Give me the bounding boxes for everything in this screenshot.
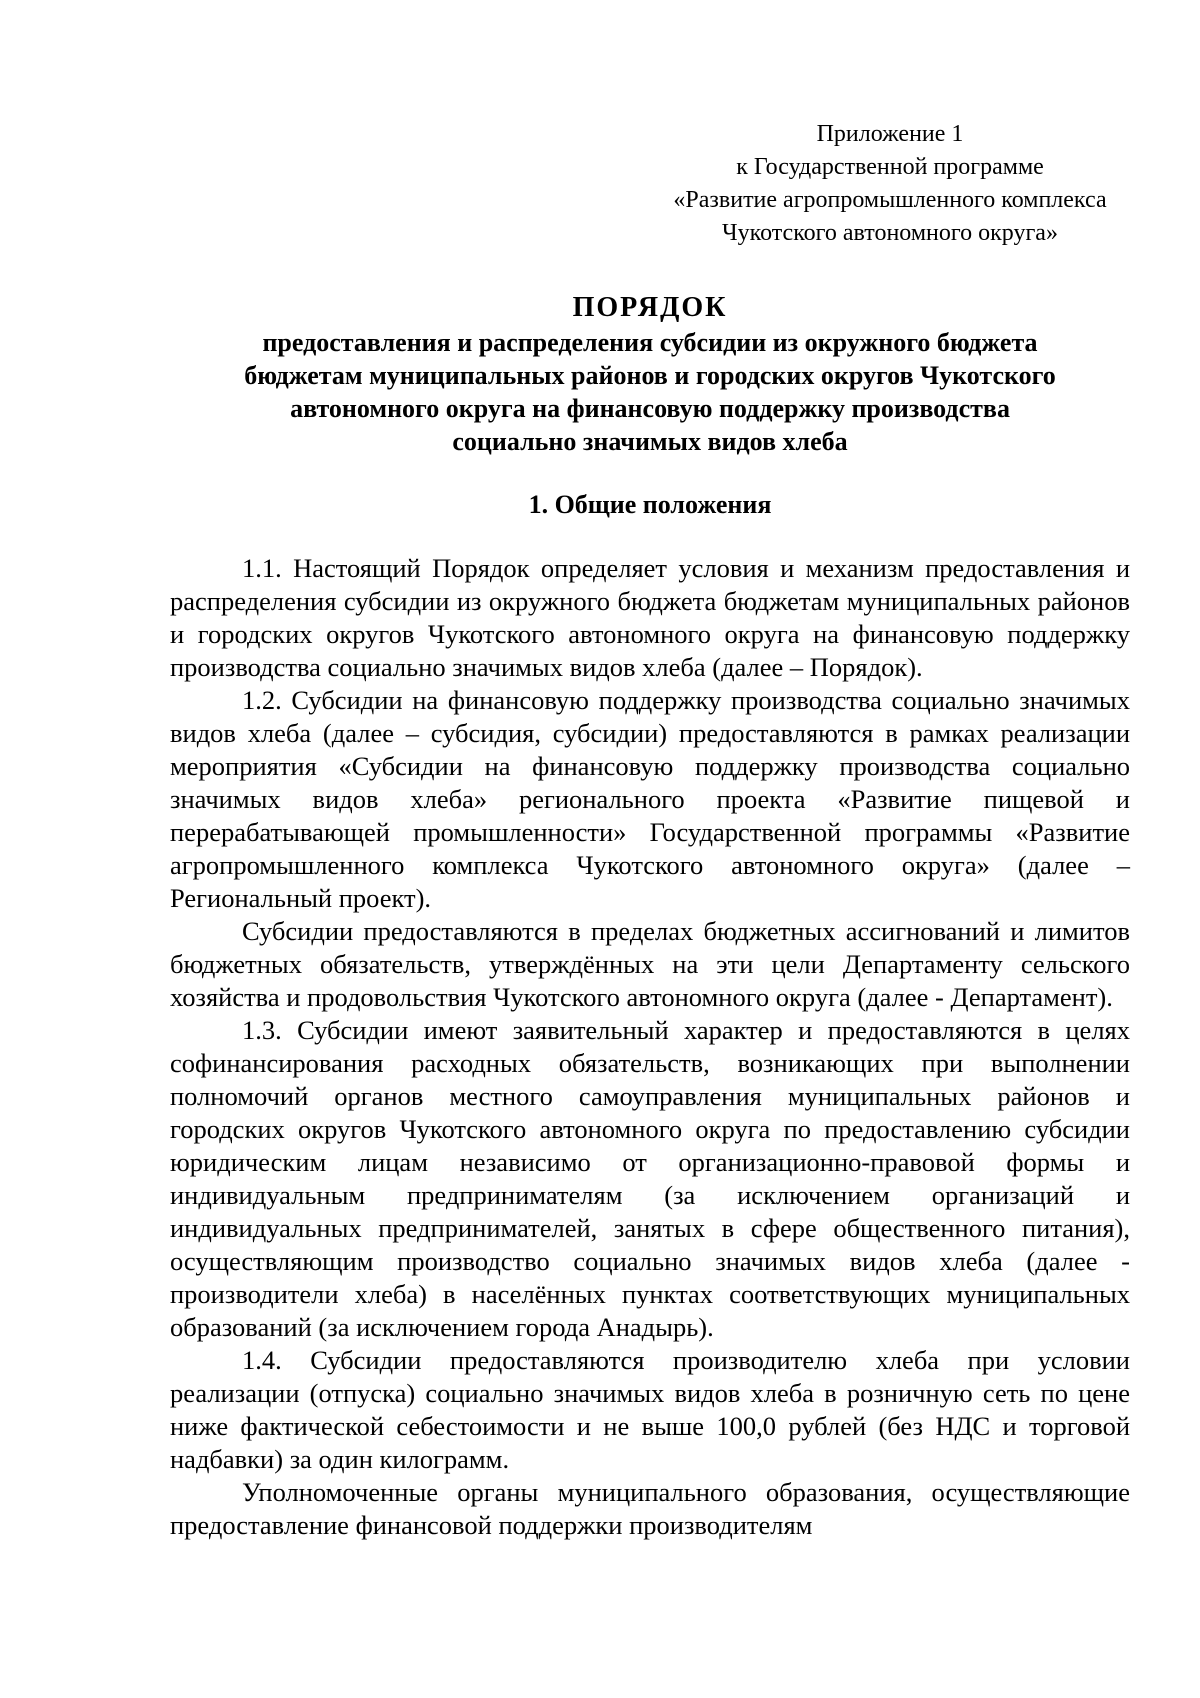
document-body <box>170 552 1130 1542</box>
document-title-block <box>170 290 1130 458</box>
appendix-line: к Государственной программе <box>736 154 1044 180</box>
document-title: ПОРЯДОК <box>572 292 728 323</box>
appendix-line: Чукотского автономного округа» <box>722 220 1058 246</box>
appendix-line: Приложение 1 <box>816 121 964 147</box>
paragraph-1-4: 1.4. Субсидии предоставляются производителю хлеба при условии реализации (отпуска) социально значимых видов хлеба в розничную сеть по цене ниже фактической себестоимости и не выше 100,0 рублей (без НДС и торговой надбавки) за один килограмм. <box>170 1345 1130 1474</box>
appendix-note <box>640 118 1140 250</box>
document-subtitle <box>170 326 1130 458</box>
section-heading: 1. Общие положения <box>528 490 772 519</box>
paragraph-1-1: 1.1. Настоящий Порядок определяет условия и механизм предоставления и распределения субсидии из окружного бюджета бюджетам муниципальных районов и городских округов Чукотского автономного округа на финансовую поддержку производства социально значимых видов хлеба (далее – Порядок). <box>170 553 1130 682</box>
subtitle-line: автономного округа на финансовую поддержку производства <box>290 394 1010 423</box>
subtitle-line: предоставления и распределения субсидии из окружного бюджета <box>262 328 1038 357</box>
paragraph-1-3: 1.3. Субсидии имеют заявительный характер и предоставляются в целях софинансирования расходных обязательств, возникающих при выполнении полномочий органов местного самоуправления муниципальных районов и городских округов Чукотского автономного округа по предоставлению субсидии юридическим лицам независимо от организационно-правовой формы и индивидуальным предпринимателям (за исключением организаций и индивидуальных предпринимателей, занятых в сфере общественного питания), осуществляющим производство социально значимых видов хлеба (далее - производители хлеба) в населённых пунктах соответствующих муниципальных образований (за исключением города Анадырь). <box>170 1015 1130 1342</box>
paragraph-1-2: 1.2. Субсидии на финансовую поддержку производства социально значимых видов хлеба (далее – субсидия, субсидии) предоставляются в рамках реализации мероприятия «Субсидии на финансовую поддержку производства социально значимых видов хлеба» регионального проекта «Развитие пищевой и перерабатывающей промышленности» Государственной программы «Развитие агропромышленного комплекса Чукотского автономного округа» (далее – Региональный проект). <box>170 685 1130 913</box>
paragraph-authorized-bodies: Уполномоченные органы муниципального образования, осуществляющие предоставление финансовой поддержки производителям <box>170 1477 1130 1540</box>
subtitle-line: социально значимых видов хлеба <box>452 427 848 456</box>
paragraph-subsidy-limits: Субсидии предоставляются в пределах бюджетных ассигнований и лимитов бюджетных обязательств, утверждённых на эти цели Департаменту сельского хозяйства и продовольствия Чукотского автономного округа (далее - Департамент). <box>170 916 1130 1012</box>
subtitle-line: бюджетам муниципальных районов и городских округов Чукотского <box>244 361 1056 390</box>
appendix-line: «Развитие агропромышленного комплекса <box>673 187 1107 213</box>
